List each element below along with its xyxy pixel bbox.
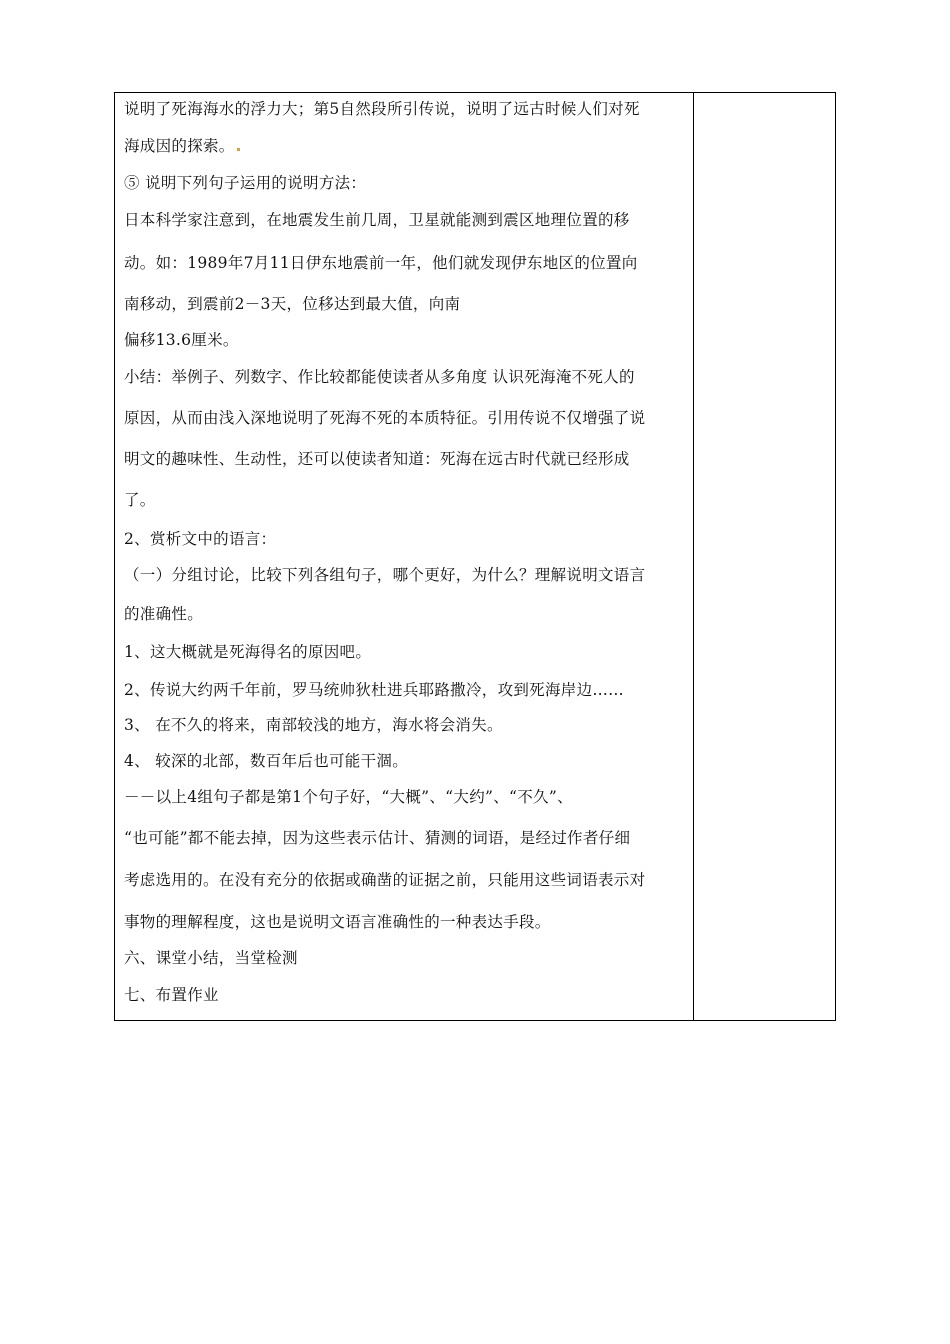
text-line-18: 4、 较深的北部，数百年后也可能干涸。 [124,752,408,770]
text-line-11: 了。 [124,491,156,509]
notes-cell [694,93,835,1020]
text-line-23: 六、课堂小结，当堂检测 [124,949,298,967]
text-line-9: 原因，从而由浅入深地说明了死海不死的本质特征。引用传说不仅增强了说 [124,409,646,427]
text-line-22: 事物的理解程度，这也是说明文语言准确性的一种表达手段。 [124,913,551,931]
text-line-24: 七、布置作业 [124,986,219,1004]
lesson-table [114,92,836,1021]
text-line-1: 说明了死海海水的浮力大；第5自然段所引传说，说明了远古时候人们对死 [124,100,640,118]
text-line-17: 3、 在不久的将来，南部较浅的地方，海水将会消失。 [124,716,503,734]
text-line-20: “也可能”都不能去掉，因为这些表示估计、猜测的词语，是经过作者仔细 [124,829,631,847]
text-line-21: 考虑选用的。在没有充分的依据或确凿的证据之前，只能用这些词语表示对 [124,871,646,889]
text-line-3: ⑤ 说明下列句子运用的说明方法： [124,174,367,192]
text-line-6: 南移动，到震前2－3天，位移达到最大值，向南 [124,295,461,313]
text-line-12: 2、赏析文中的语言： [124,530,277,548]
text-line-13: （一）分组讨论，比较下列各组句子，哪个更好，为什么？理解说明文语言 [124,566,646,584]
text-line-15: 1、这大概就是死海得名的原因吧。 [124,643,372,661]
text-line-10: 明文的趣味性、生动性，还可以使读者知道：死海在远古时代就已经形成 [124,450,630,468]
text-line-5: 动。如：1989年7月11日伊东地震前一年，他们就发现伊东地区的位置向 [124,254,638,272]
text-line-14: 的准确性。 [124,605,204,623]
lesson-content-cell [115,93,693,1020]
text-line-8: 小结：举例子、列数字、作比较都能使读者从多角度 认识死海淹不死人的 [124,368,635,386]
text-line-4: 日本科学家注意到，在地震发生前几周，卫星就能测到震区地理位置的移 [124,211,630,229]
annotation-mark [237,148,240,151]
text-line-19: －－以上4组句子都是第1个句子好，“大概”、“大约”、“不久”、 [124,788,573,806]
text-line-7: 偏移13.6厘米。 [124,331,239,349]
text-line-2-text: 海成因的探索。 [124,137,235,155]
text-line-16: 2、传说大约两千年前，罗马统帅狄杜进兵耶路撒冷，攻到死海岸边…… [124,681,624,699]
text-line-2 [124,136,240,156]
